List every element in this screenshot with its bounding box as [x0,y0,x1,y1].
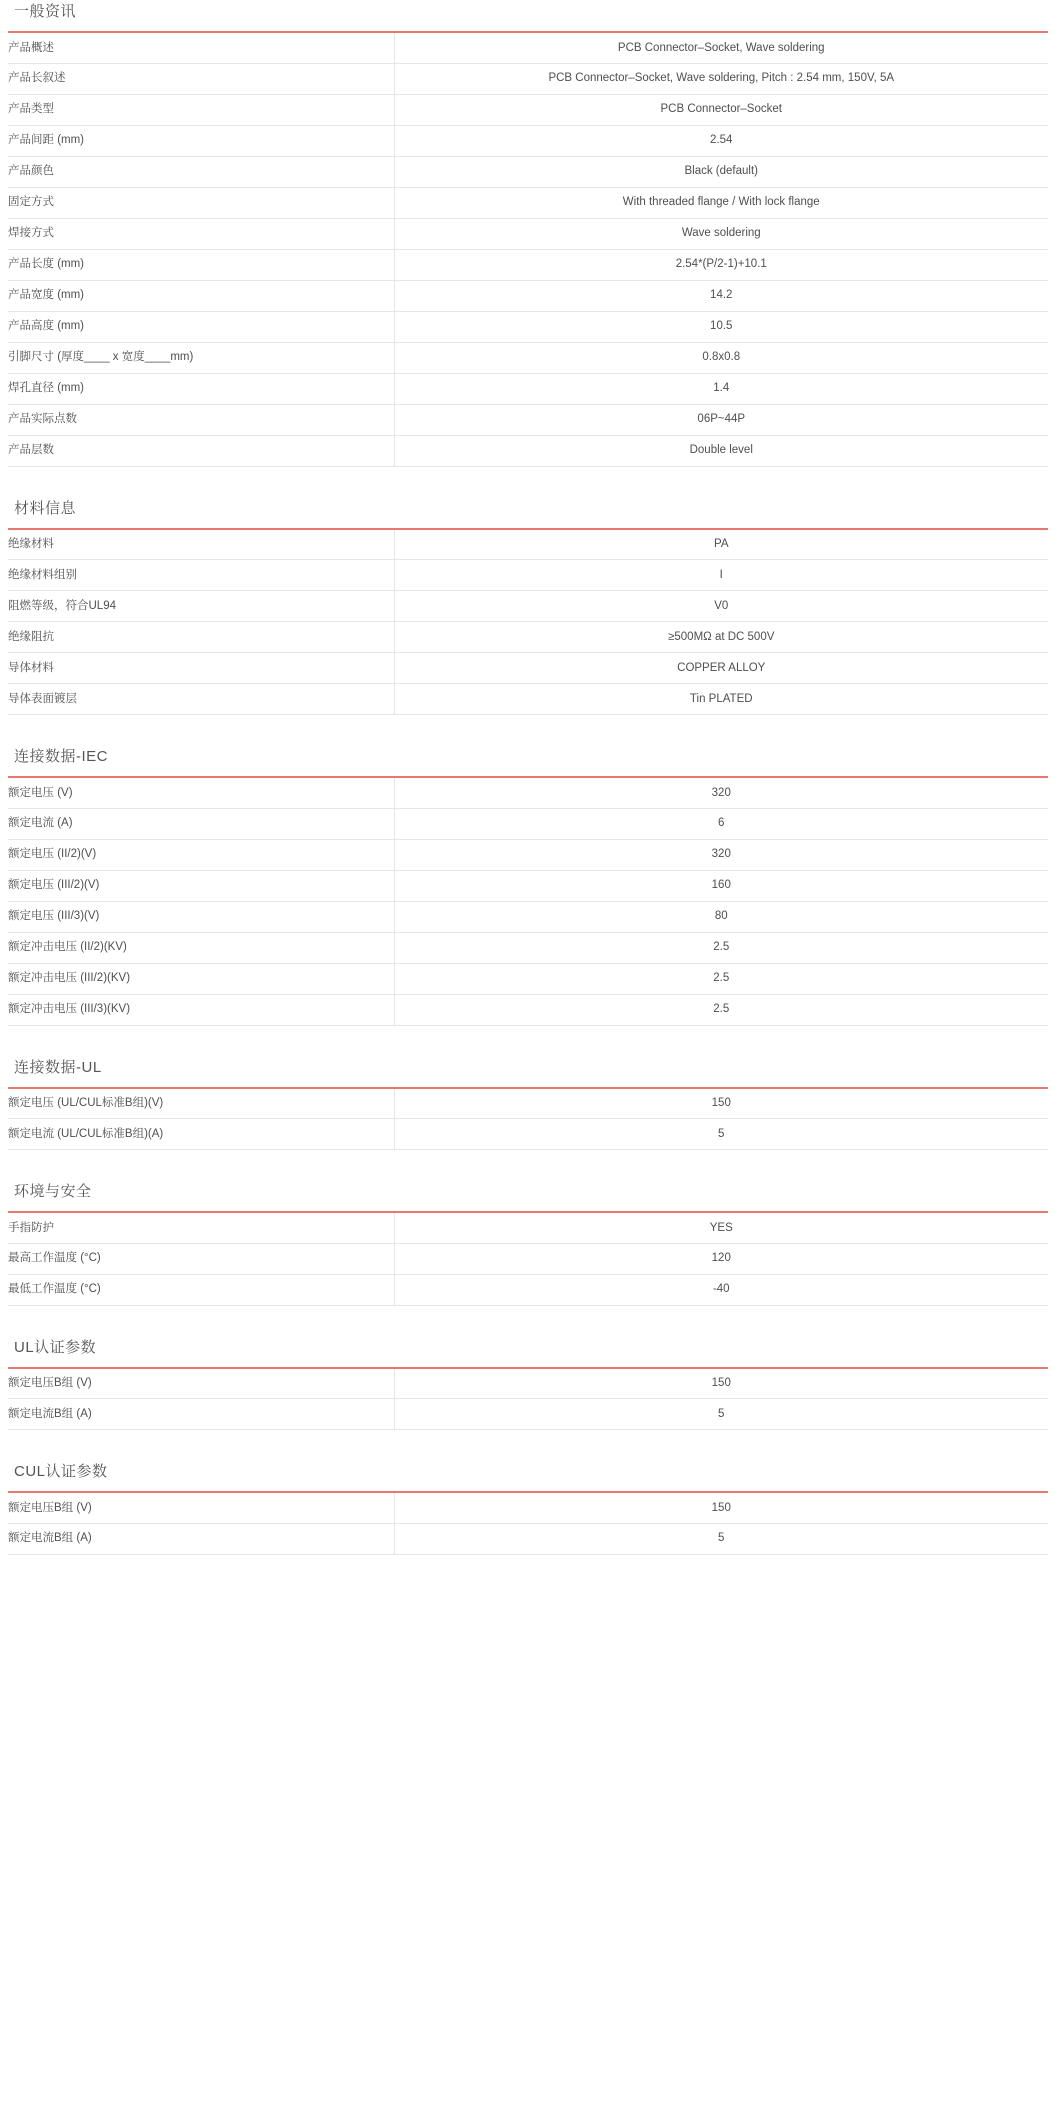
table-row [8,404,1048,435]
spec-value: 2.5 [713,941,730,954]
table-row [8,373,1048,404]
spec-value: 14.2 [710,289,733,302]
spec-section-iec [0,715,1054,1026]
spec-label: 导体表面镀层 [8,684,394,715]
spec-table-ul [8,1087,1048,1151]
table-row [8,342,1048,373]
spec-label: 产品实际点数 [8,404,394,435]
spec-value: 5 [718,1127,725,1140]
spec-value: 6 [718,817,725,830]
section-title-ul: 连接数据-UL [14,1058,102,1076]
table-row [8,870,1048,901]
spec-label: 最低工作温度 (°C) [8,1274,394,1305]
table-row [8,280,1048,311]
spec-table-material [8,528,1048,716]
section-title-environment: 环境与安全 [14,1183,92,1200]
section-spacer [0,467,1054,497]
spec-table-environment [8,1211,1048,1306]
section-title-general: 一般资讯 [14,3,77,20]
table-row [8,560,1048,591]
spec-label: 焊孔直径 (mm) [8,373,394,404]
spec-value: With threaded flange / With lock flange [622,196,820,209]
spec-value: ≥500MΩ at DC 500V [668,630,775,643]
spec-value: PCB Connector–Socket, Wave soldering, Pitch : 2.54 mm, 150V, 5A [548,72,895,85]
spec-label: 额定冲击电压 (II/2)(KV) [8,932,394,963]
table-row [8,684,1048,715]
table-row [8,187,1048,218]
spec-label: 手指防护 [8,1212,394,1243]
spec-value: 5 [718,1407,725,1420]
spec-label: 额定电流B组 (A) [8,1523,394,1554]
spec-value: Tin PLATED [689,692,753,705]
spec-section-ul-cert [0,1306,1054,1431]
spec-value: 150 [711,1501,731,1514]
table-row [8,1119,1048,1150]
spec-label: 导体材料 [8,653,394,684]
spec-label: 产品颜色 [8,156,394,187]
spec-value: 2.54*(P/2-1)+10.1 [675,258,767,271]
spec-label: 固定方式 [8,187,394,218]
table-row [8,435,1048,466]
spec-label: 产品概述 [8,32,394,63]
section-title-cul-cert: CUL认证参数 [14,1463,108,1480]
spec-value: 320 [711,848,731,861]
spec-value: 160 [711,879,731,892]
table-row [8,777,1048,808]
spec-label: 最高工作温度 (°C) [8,1243,394,1274]
spec-label: 产品类型 [8,94,394,125]
spec-label: 额定电压B组 (V) [8,1368,394,1399]
table-row [8,529,1048,560]
table-row [8,249,1048,280]
table-row [8,94,1048,125]
spec-value: PCB Connector–Socket [660,103,782,116]
spec-value: 06P~44P [697,413,746,426]
spec-label: 额定电流 (UL/CUL标准B组)(A) [8,1119,394,1150]
spec-value: Wave soldering [681,227,761,240]
table-row [8,839,1048,870]
spec-label: 额定冲击电压 (III/3)(KV) [8,994,394,1025]
section-spacer [0,1150,1054,1180]
section-spacer [0,1306,1054,1336]
spec-label: 焊接方式 [8,218,394,249]
spec-section-environment [0,1150,1054,1306]
spec-value: PA [714,538,729,551]
table-row [8,125,1048,156]
spec-value: 2.54 [710,134,733,147]
table-row [8,218,1048,249]
spec-label: 引脚尺寸 (厚度____ x 宽度____mm) [8,342,394,373]
table-row [8,963,1048,994]
spec-label: 额定冲击电压 (III/2)(KV) [8,963,394,994]
spec-section-ul [0,1026,1054,1151]
spec-label: 产品层数 [8,435,394,466]
spec-value: 120 [711,1252,731,1265]
spec-value: COPPER ALLOY [677,661,766,674]
spec-value: 80 [714,910,728,923]
spec-value: V0 [714,599,729,612]
spec-value: -40 [712,1283,730,1296]
spec-label: 产品长叙述 [8,63,394,94]
spec-label: 额定电压 (UL/CUL标准B组)(V) [8,1088,394,1119]
spec-value: 150 [711,1377,731,1390]
table-row [8,1523,1048,1554]
spec-table-iec [8,776,1048,1026]
spec-section-cul-cert [0,1430,1054,1555]
spec-label: 产品长度 (mm) [8,249,394,280]
section-spacer [0,715,1054,745]
table-row [8,653,1048,684]
spec-label: 产品宽度 (mm) [8,280,394,311]
spec-label: 产品高度 (mm) [8,311,394,342]
table-row [8,311,1048,342]
table-row [8,901,1048,932]
table-row [8,932,1048,963]
table-row [8,1368,1048,1399]
table-row [8,1088,1048,1119]
table-row [8,1212,1048,1243]
spec-section-general [0,0,1054,467]
spec-label: 额定电压B组 (V) [8,1492,394,1523]
spec-table-general [8,31,1048,467]
table-row [8,32,1048,63]
spec-table-cul-cert [8,1491,1048,1555]
spec-label: 绝缘材料组别 [8,560,394,591]
spec-label: 阻燃等级，符合UL94 [8,591,394,622]
spec-value: 2.5 [713,1003,730,1016]
spec-label: 产品间距 (mm) [8,125,394,156]
spec-label: 额定电压 (III/3)(V) [8,901,394,932]
table-row [8,994,1048,1025]
spec-label: 额定电流B组 (A) [8,1399,394,1430]
section-title-iec: 连接数据-IEC [14,748,109,765]
spec-label: 额定电压 (II/2)(V) [8,839,394,870]
table-row [8,1492,1048,1523]
table-row [8,63,1048,94]
spec-label: 额定电流 (A) [8,808,394,839]
spec-value: 5 [718,1532,725,1545]
spec-value: I [719,568,723,581]
table-row [8,622,1048,653]
spec-value: 10.5 [710,320,733,333]
spec-value: YES [709,1221,733,1234]
table-row [8,1243,1048,1274]
spec-section-material [0,467,1054,716]
section-spacer [0,1026,1054,1056]
table-row [8,156,1048,187]
spec-label: 额定电压 (V) [8,777,394,808]
spec-value: 0.8x0.8 [702,351,741,364]
spec-value: 2.5 [713,972,730,985]
spec-value: 150 [711,1097,731,1110]
section-spacer [0,1430,1054,1460]
section-title-ul-cert: UL认证参数 [14,1338,97,1356]
spec-table-ul-cert [8,1367,1048,1431]
table-row [8,1399,1048,1430]
spec-value: 1.4 [713,382,730,395]
spec-value: Black (default) [684,165,758,178]
spec-label: 绝缘阻抗 [8,622,394,653]
spec-value: Double level [689,444,753,457]
table-row [8,1274,1048,1305]
spec-label: 绝缘材料 [8,529,394,560]
table-row [8,808,1048,839]
spec-label: 额定电压 (III/2)(V) [8,870,394,901]
section-title-material: 材料信息 [14,499,77,517]
spec-value: 320 [711,786,731,799]
table-row [8,591,1048,622]
spec-value: PCB Connector–Socket, Wave soldering [617,41,825,54]
